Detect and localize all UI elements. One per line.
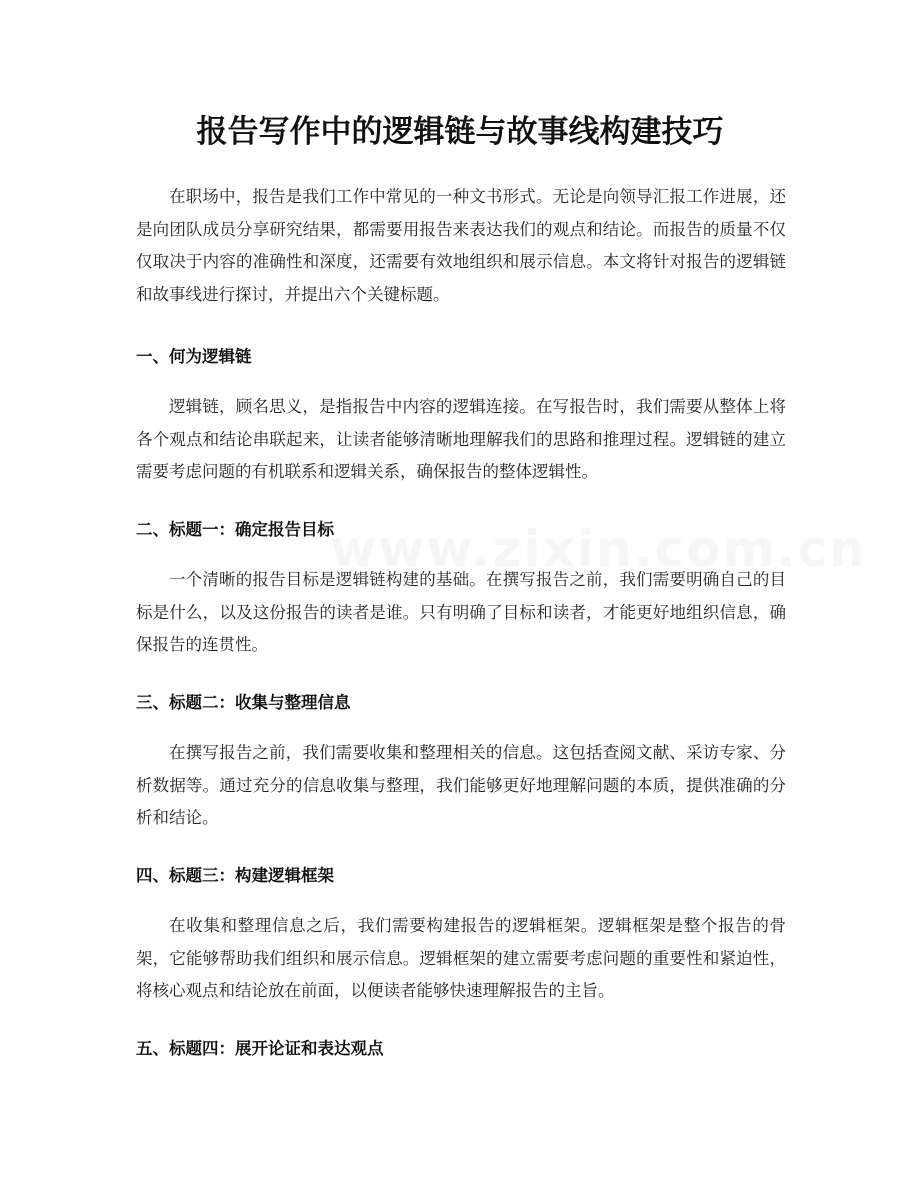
section-heading-5: 五、标题四：展开论证和表达观点 [136, 1039, 384, 1058]
section-heading-2: 二、标题一：确定报告目标 [136, 520, 334, 539]
document-title: 报告写作中的逻辑链与故事线构建技巧 [196, 114, 724, 150]
section-heading-3: 三、标题二：收集与整理信息 [136, 693, 351, 712]
section-body-3: 在撰写报告之前，我们需要收集和整理相关的信息。这包括查阅文献、采访专家、分析数据等。通过充分的信息收集与整理，我们能够更好地理解问题的本质，提供准确的分析和结论。 [136, 743, 786, 827]
intro-paragraph: 在职场中，报告是我们工作中常见的一种文书形式。无论是向领导汇报工作进展，还是向团队成员分享研究结果，都需要用报告来表达我们的观点和结论。而报告的质量不仅仅取决于内容的准确性和深度，还需要有效地组织和展示信息。本文将针对报告的逻辑链和故事线进行探讨，并提出六个关键标题。 [136, 187, 786, 304]
section-heading-1: 一、何为逻辑链 [136, 347, 252, 366]
section-body-2: 一个清晰的报告目标是逻辑链构建的基础。在撰写报告之前，我们需要明确自己的目标是什么，以及这份报告的读者是谁。只有明确了目标和读者，才能更好地组织信息，确保报告的连贯性。 [136, 570, 786, 654]
section-body-4: 在收集和整理信息之后，我们需要构建报告的逻辑框架。逻辑框架是整个报告的骨架，它能够帮助我们组织和展示信息。逻辑框架的建立需要考虑问题的重要性和紧迫性，将核心观点和结论放在前面，以便读者能够快速理解报告的主旨。 [136, 916, 786, 1000]
section-body-1: 逻辑链，顾名思义，是指报告中内容的逻辑连接。在写报告时，我们需要从整体上将各个观点和结论串联起来，让读者能够清晰地理解我们的思路和推理过程。逻辑链的建立需要考虑问题的有机联系和逻辑关系，确保报告的整体逻辑性。 [136, 397, 786, 481]
section-heading-4: 四、标题三：构建逻辑框架 [136, 866, 334, 885]
